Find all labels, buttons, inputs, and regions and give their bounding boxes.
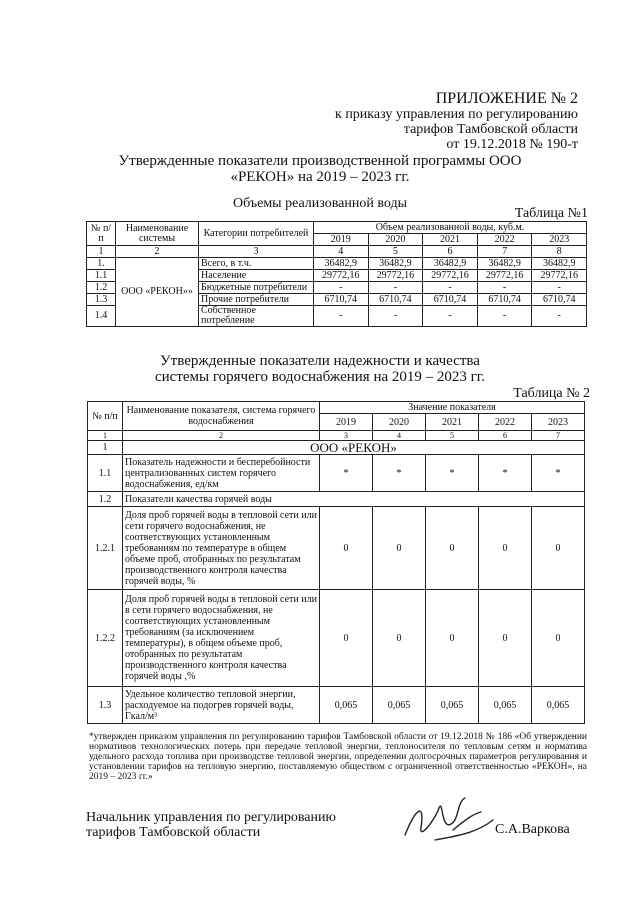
- t2-colnum: 7: [532, 431, 585, 441]
- t1-colnum: 4: [314, 246, 369, 258]
- appendix-line-3: от 19.12.2018 № 190-т: [446, 137, 578, 152]
- t1-year: 2023: [532, 234, 587, 246]
- t1-cell: -: [314, 282, 369, 294]
- t1-header-num: № п/п: [87, 222, 116, 246]
- signatory-position-line-1: Начальник управления по регулированию: [86, 810, 336, 825]
- t1-cell: -: [368, 306, 423, 327]
- t2-cell: *: [426, 455, 479, 492]
- t2-row-num: 1.2.1: [88, 507, 123, 590]
- t1-year: 2020: [368, 234, 423, 246]
- table2-label: Таблица № 2: [513, 386, 590, 401]
- t1-cell: 6710,74: [314, 294, 369, 306]
- t1-cell: 36482,9: [477, 258, 532, 270]
- appendix-line-2: тарифов Тамбовской области: [403, 122, 578, 137]
- t2-cell: *: [479, 455, 532, 492]
- table-row: [88, 492, 585, 507]
- t2-cell: *: [532, 455, 585, 492]
- footnote: *утвержден приказом управления по регулированию тарифов Тамбовской области от 19.12.2018 № 186 «Об утверждении нормативов технологических потерь при передаче тепловой энергии, теплоносителя по тепловым сетям и норматива удельного расхода топлива при производстве тепловой энергии, определении долгосрочных параметров регулирования и установлении тарифов на тепловую энергию, поставляемую обществом с ограниченной ответственностью «РЕКОН», на 2019 – 2023 гг.»: [89, 732, 587, 782]
- t1-row-category: Бюджетные потребители: [199, 282, 314, 294]
- t2-row-name: Доля проб горячей воды в тепловой сети или сети горячего водоснабжения, не соответствующих установленным требованиям по температуре в общем объеме проб, отобранных по результатам производственного контроля качества горячей воды, %: [123, 507, 320, 590]
- t2-cell: 0: [320, 507, 373, 590]
- t2-cell: 0: [479, 590, 532, 687]
- t1-cell: 6710,74: [423, 294, 478, 306]
- t1-cell: 29772,16: [477, 270, 532, 282]
- table-water-volumes: [86, 221, 587, 327]
- t2-colnum: 6: [479, 431, 532, 441]
- t2-header-name: Наименование показателя, система горячего водоснабжения: [123, 402, 320, 431]
- t2-cell: 0: [320, 590, 373, 687]
- t2-cell: 0,065: [373, 687, 426, 724]
- table-row: [88, 590, 585, 687]
- t2-row-num: 1.2.2: [88, 590, 123, 687]
- t2-colnum: 3: [320, 431, 373, 441]
- t1-org: ООО «РЕКОН»»: [116, 258, 199, 327]
- t1-year: 2021: [423, 234, 478, 246]
- t1-colnum: 5: [368, 246, 423, 258]
- t2-row-name: Доля проб горячей воды в тепловой сети или в сети горячего водоснабжения, не соответствующих установленным требованиям (за исключением температуры), в общем объеме проб, отобранных по результатам производственного контроля качества горячей воды ,%: [123, 590, 320, 687]
- t1-cell: -: [314, 306, 369, 327]
- t2-cell: 0,065: [426, 687, 479, 724]
- t2-cell: 0: [373, 590, 426, 687]
- t1-row-num: 1.1: [87, 270, 116, 282]
- table1-label: Таблица №1: [514, 206, 588, 221]
- t1-colnum: 6: [423, 246, 478, 258]
- t2-row-num: 1.2: [88, 492, 123, 507]
- t1-row-num: 1.4: [87, 306, 116, 327]
- t1-colnum: 1: [87, 246, 116, 258]
- signatory-position: [86, 810, 336, 840]
- t2-colnum: 5: [426, 431, 479, 441]
- t1-cell: 6710,74: [532, 294, 587, 306]
- t2-org-num: 1: [88, 441, 123, 455]
- t2-cell: 0: [532, 590, 585, 687]
- t1-colnum: 7: [477, 246, 532, 258]
- t2-cell: 0: [479, 507, 532, 590]
- t1-colnum: 2: [116, 246, 199, 258]
- page-title: Утвержденные показатели производственной программы ООО «РЕКОН» на 2019 – 2023 гг.: [118, 153, 522, 185]
- t1-cell: -: [532, 306, 587, 327]
- t1-year: 2019: [314, 234, 369, 246]
- t2-cell: 0: [373, 507, 426, 590]
- t2-cell: 0,065: [479, 687, 532, 724]
- t1-cell: -: [368, 282, 423, 294]
- table-hot-water-indicators: [87, 401, 585, 724]
- t1-cell: -: [477, 282, 532, 294]
- t2-colnum: 2: [123, 431, 320, 441]
- t2-year: 2020: [373, 414, 426, 431]
- t2-row-name: Удельное количество тепловой энергии, расходуемое на подогрев горячей воды, Гкал/м³: [123, 687, 320, 724]
- signatory-name: С.А.Варкова: [495, 822, 570, 837]
- t2-cell: 0,065: [532, 687, 585, 724]
- t1-cell: 36482,9: [532, 258, 587, 270]
- t2-row-num: 1.3: [88, 687, 123, 724]
- t1-cell: 36482,9: [368, 258, 423, 270]
- t1-cell: -: [423, 306, 478, 327]
- t1-header-system: Наименование системы: [116, 222, 199, 246]
- t2-cell: 0: [532, 507, 585, 590]
- section1-title: Объемы реализованной воды: [232, 196, 407, 211]
- t1-cell: 29772,16: [368, 270, 423, 282]
- section2-title: Утвержденные показатели надежности и качества системы горячего водоснабжения на 2019 – 2023 гг.: [154, 353, 485, 385]
- t1-cell: 29772,16: [532, 270, 587, 282]
- t1-cell: 29772,16: [314, 270, 369, 282]
- t2-year: 2023: [532, 414, 585, 431]
- t2-header-value: Значение показателя: [320, 402, 585, 414]
- t2-colnum: 1: [88, 431, 123, 441]
- t2-year: 2021: [426, 414, 479, 431]
- t1-cell: 36482,9: [423, 258, 478, 270]
- appendix-title: ПРИЛОЖЕНИЕ № 2: [435, 90, 578, 107]
- t1-cell: 36482,9: [314, 258, 369, 270]
- t1-header-category: Категории потребителей: [199, 222, 314, 246]
- t1-cell: 6710,74: [368, 294, 423, 306]
- t1-cell: -: [477, 306, 532, 327]
- t1-year: 2022: [477, 234, 532, 246]
- t2-row-name: Показатели качества горячей воды: [123, 492, 585, 507]
- t1-row-category: Собственное потребление: [199, 306, 314, 327]
- t1-row-num: 1.: [87, 258, 116, 270]
- t2-cell: 0: [426, 507, 479, 590]
- t2-year: 2022: [479, 414, 532, 431]
- signatory-position-line-2: тарифов Тамбовской области: [86, 825, 261, 840]
- appendix-header: [335, 90, 578, 152]
- t1-cell: 29772,16: [423, 270, 478, 282]
- t1-colnum: 8: [532, 246, 587, 258]
- table-row: [88, 507, 585, 590]
- table-row: [87, 258, 587, 270]
- t1-cell: -: [423, 282, 478, 294]
- t2-cell: 0: [426, 590, 479, 687]
- t2-year: 2019: [320, 414, 373, 431]
- appendix-line-1: к приказу управления по регулированию: [335, 107, 578, 122]
- t2-cell: *: [320, 455, 373, 492]
- handwritten-signature: [395, 790, 505, 850]
- t2-cell: 0,065: [320, 687, 373, 724]
- t1-row-category: Прочие потребители: [199, 294, 314, 306]
- t2-colnum: 4: [373, 431, 426, 441]
- t1-row-num: 1.2: [87, 282, 116, 294]
- t2-cell: *: [373, 455, 426, 492]
- t2-org: ООО «РЕКОН»: [123, 441, 585, 455]
- t2-header-num: № п/п: [88, 402, 123, 431]
- t1-colnum: 3: [199, 246, 314, 258]
- t1-row-category: Всего, в т.ч.: [199, 258, 314, 270]
- t1-header-volume: Объем реализованной воды, куб.м.: [314, 222, 587, 234]
- t1-row-category: Население: [199, 270, 314, 282]
- t1-cell: -: [532, 282, 587, 294]
- table-row: [88, 687, 585, 724]
- table-row: [88, 455, 585, 492]
- t2-row-name: Показатель надежности и бесперебойности централизованных систем горячего водоснабжения, ед/км: [123, 455, 320, 492]
- t1-cell: 6710,74: [477, 294, 532, 306]
- t1-row-num: 1.3: [87, 294, 116, 306]
- t2-row-num: 1.1: [88, 455, 123, 492]
